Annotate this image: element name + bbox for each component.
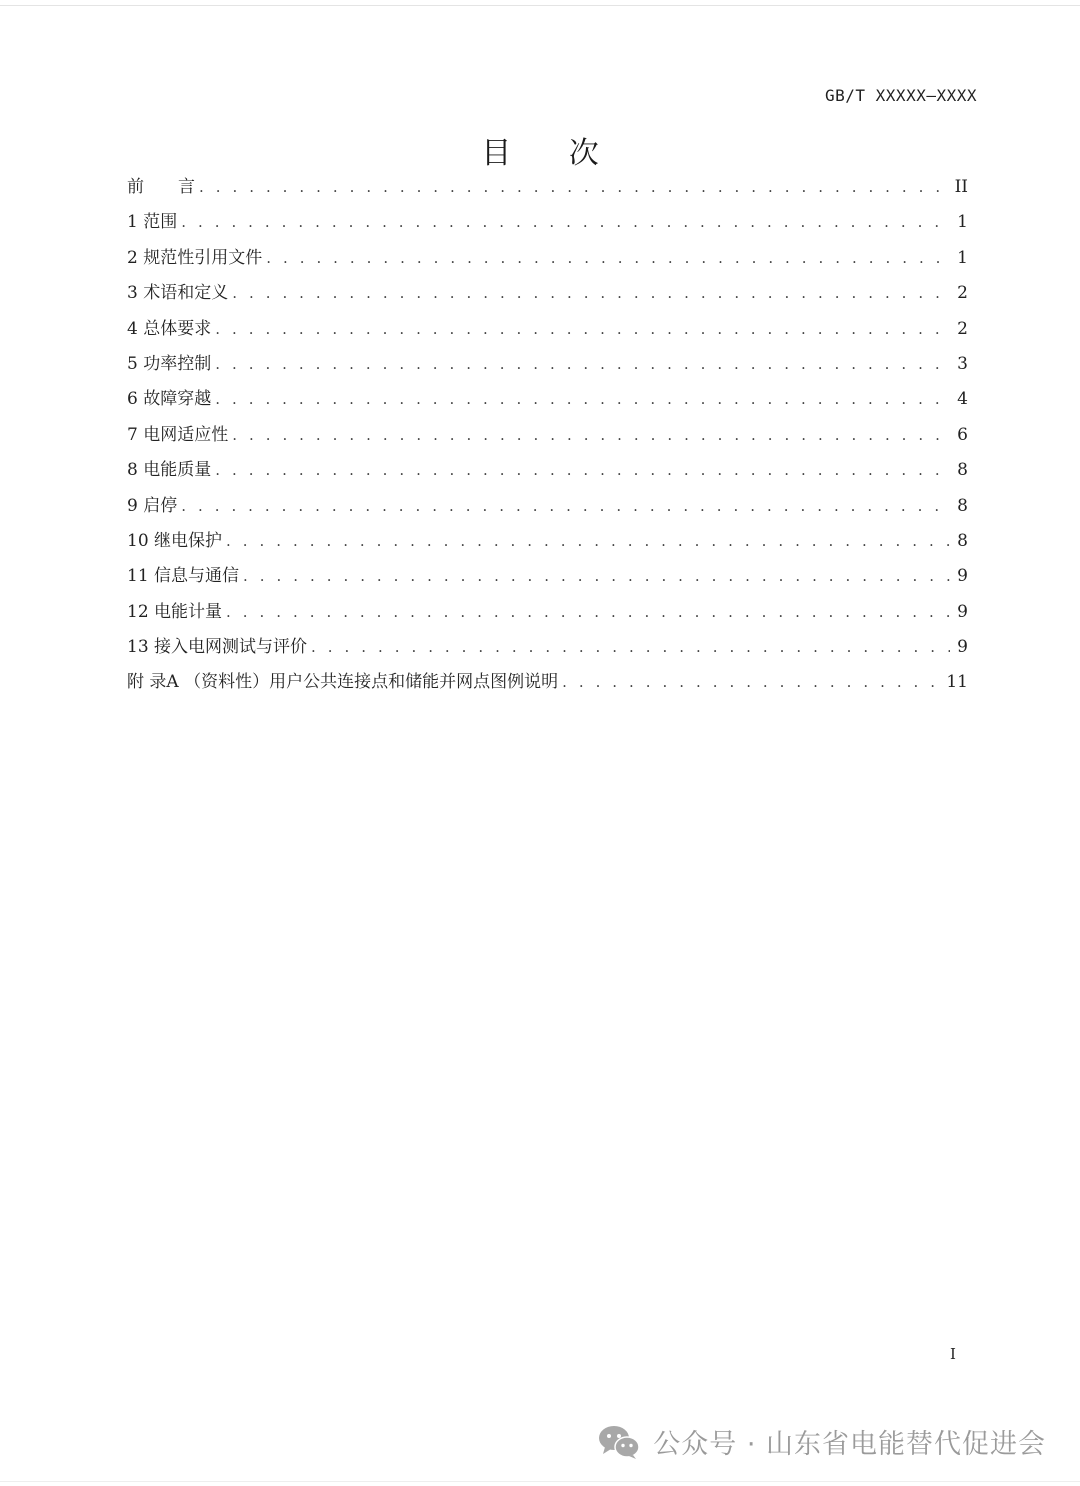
toc-entry-page: 2 <box>957 283 968 304</box>
wechat-icon <box>597 1424 641 1460</box>
toc-entry-start-stop[interactable] <box>127 491 968 526</box>
toc-entry-label: 附 录A （资料性）用户公共连接点和储能并网点图例说明 <box>127 672 559 693</box>
toc-leader-dots <box>177 207 950 237</box>
top-divider <box>0 5 1080 6</box>
toc-entry-page: 9 <box>957 601 968 622</box>
toc-leader-dots <box>262 243 950 273</box>
watermark-text: 公众号 · 山东省电能替代促进会 <box>653 1429 1046 1460</box>
toc-leader-dots <box>211 384 950 414</box>
toc-leader-dots <box>239 561 950 591</box>
toc-entry-page: II <box>954 177 968 197</box>
toc-entry-energy-metering[interactable] <box>127 597 968 632</box>
toc-leader-dots <box>558 667 946 697</box>
toc-entry-power-control[interactable] <box>127 349 968 384</box>
toc-entry-relay-protection[interactable] <box>127 526 968 561</box>
toc-entry-page: 1 <box>957 247 968 268</box>
toc-entry-label: 3 术语和定义 <box>127 283 229 304</box>
toc-entry-foreword[interactable] <box>127 172 968 207</box>
toc-leader-dots <box>211 349 950 379</box>
toc-entry-normative-references[interactable] <box>127 243 968 278</box>
toc-entry-page: 8 <box>957 530 968 551</box>
toc-entry-page: 6 <box>957 424 968 445</box>
toc-leader-dots <box>307 632 950 662</box>
toc-leader-dots <box>195 172 950 202</box>
toc-entry-label: 7 电网适应性 <box>127 424 229 445</box>
toc-leader-dots <box>211 314 950 344</box>
toc-entry-grid-adaptability[interactable] <box>127 420 968 455</box>
toc-entry-label: 4 总体要求 <box>127 318 212 339</box>
page-number: I <box>950 1345 956 1363</box>
toc-title: 目 次 <box>481 136 623 171</box>
toc-entry-appendix-a[interactable] <box>127 667 968 702</box>
toc-entry-page: 9 <box>957 637 968 658</box>
toc-entry-label: 6 故障穿越 <box>127 389 212 410</box>
toc-entry-page: 1 <box>957 212 968 233</box>
toc-entry-label: 13 接入电网测试与评价 <box>127 637 308 658</box>
toc-entry-label: 前 言 <box>127 177 195 197</box>
toc-leader-dots <box>228 420 950 450</box>
toc-entry-page: 8 <box>957 460 968 481</box>
toc-entry-page: 4 <box>957 389 968 410</box>
toc-entry-power-quality[interactable] <box>127 455 968 490</box>
toc-entry-general-requirements[interactable] <box>127 314 968 349</box>
toc-leader-dots <box>222 526 950 556</box>
toc-entry-label: 9 启停 <box>127 495 178 516</box>
toc-entry-page: 2 <box>957 318 968 339</box>
toc-entry-label: 1 范围 <box>127 212 178 233</box>
toc-entry-terms[interactable] <box>127 278 968 313</box>
watermark <box>597 1422 1046 1461</box>
toc-entry-label: 11 信息与通信 <box>127 566 240 587</box>
toc-entry-fault-ride-through[interactable] <box>127 384 968 419</box>
toc-entry-label: 10 继电保护 <box>127 530 223 551</box>
toc-leader-dots <box>177 491 950 521</box>
toc-leader-dots <box>222 597 950 627</box>
toc-leader-dots <box>228 278 950 308</box>
toc-entry-label: 2 规范性引用文件 <box>127 247 263 268</box>
toc-entry-label: 12 电能计量 <box>127 601 223 622</box>
standard-code: GB/T XXXXX—XXXX <box>825 86 977 105</box>
toc-entry-grid-test-evaluation[interactable] <box>127 632 968 667</box>
toc-entry-label: 8 电能质量 <box>127 460 212 481</box>
bottom-divider <box>0 1481 1080 1482</box>
toc-leader-dots <box>211 455 950 485</box>
toc-entry-information-communication[interactable] <box>127 561 968 596</box>
toc-list <box>127 172 968 703</box>
toc-entry-label: 5 功率控制 <box>127 353 212 374</box>
toc-entry-scope[interactable] <box>127 207 968 242</box>
toc-entry-page: 9 <box>957 566 968 587</box>
toc-entry-page: 11 <box>946 672 968 693</box>
toc-entry-page: 8 <box>957 495 968 516</box>
toc-entry-page: 3 <box>957 353 968 374</box>
